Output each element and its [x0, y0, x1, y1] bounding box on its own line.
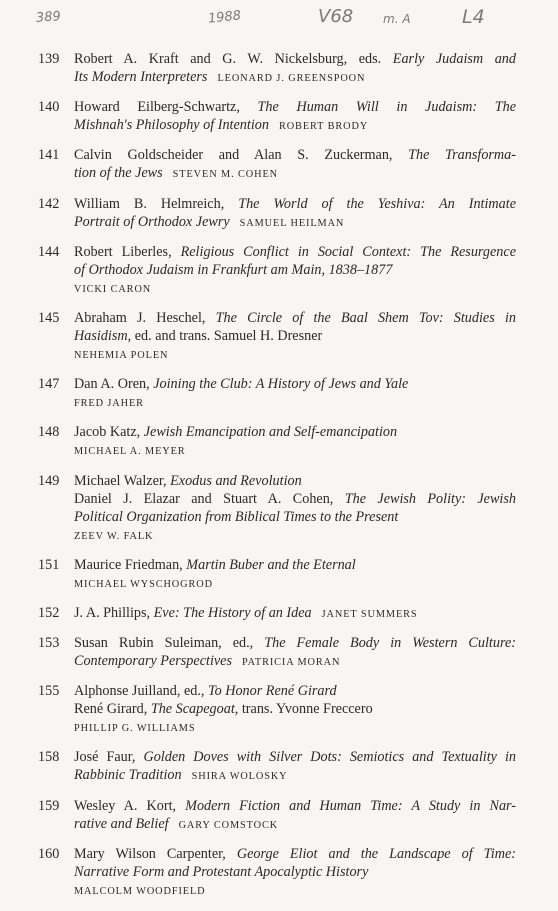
citation-text: Michael Walzer,: [74, 472, 171, 489]
entry-body: [74, 195, 516, 233]
reviewer-name: MICHAEL WYSCHOGROD: [74, 578, 213, 590]
entry-line: [74, 748, 516, 766]
reviewer-name: SHIRA WOLOSKY: [191, 771, 288, 783]
handwritten-note: V68: [318, 6, 354, 27]
entry-line: [74, 243, 516, 261]
entry-line: [74, 718, 516, 738]
reviewer-name: NEHEMIA POLEN: [74, 349, 169, 361]
reviewer-name: JANET SUMMERS: [321, 608, 418, 620]
review-entry: [38, 146, 516, 184]
book-title: To Honor René Girard: [207, 683, 337, 700]
book-title: Rabbinic Tradition: [74, 767, 182, 784]
entry-body: [74, 634, 516, 672]
reviewer-name: PHILLIP G. WILLIAMS: [74, 723, 196, 735]
entry-line: [74, 98, 516, 116]
handwritten-note: L4: [462, 6, 485, 28]
citation-text: René Girard,: [74, 701, 151, 718]
review-entry: [38, 423, 516, 461]
entry-body: [74, 309, 516, 365]
entry-body: [74, 243, 516, 299]
entry-body: [74, 375, 516, 413]
reviewer-name: ZEEV W. FALK: [74, 530, 154, 542]
entry-line: [74, 375, 516, 393]
entry-body: [74, 682, 516, 738]
book-title: The World of the Yeshiva: An Intimate: [238, 195, 516, 212]
entry-line: [74, 700, 516, 718]
book-title: Hasidism,: [74, 327, 132, 344]
entry-number: 151: [38, 556, 60, 573]
book-title: Eve: The History of an Idea: [153, 604, 312, 621]
entry-number: 148: [38, 424, 60, 441]
book-title: The Transforma-: [408, 147, 516, 164]
citation-text: Jacob Katz,: [74, 424, 144, 441]
reviewer-name: MICHAEL A. MEYER: [74, 446, 186, 458]
citation-text: Alphonse Juilland, ed.,: [74, 683, 208, 700]
entry-number: 147: [38, 376, 60, 393]
entry-line: [74, 604, 516, 624]
entry-body: [74, 146, 516, 184]
entry-number: 144: [38, 243, 60, 260]
review-entry: [38, 682, 516, 738]
book-title: The Female Body in Western Culture:: [264, 635, 516, 652]
entry-line: [74, 863, 516, 881]
review-entry: [38, 195, 516, 233]
entry-line: [74, 261, 516, 279]
entry-line: [74, 279, 516, 299]
citation-text: Robert A. Kraft and G. W. Nickelsburg, eds.: [74, 51, 393, 67]
reviewer-name: LEONARD J. GREENSPOON: [217, 73, 366, 84]
entry-body: [74, 845, 516, 901]
entry-number: 160: [38, 845, 60, 862]
citation-text: Robert Liberles,: [74, 243, 181, 260]
entry-line: [74, 164, 516, 184]
citation-text: William B. Helmreich,: [74, 195, 239, 212]
entry-body: [74, 98, 516, 136]
review-entry: [38, 748, 516, 786]
entry-line: [74, 423, 516, 441]
entry-line: [74, 526, 516, 546]
citation-text: Susan Rubin Suleiman, ed.,: [74, 635, 265, 652]
book-title: Mishnah's Philosophy of Intention: [74, 117, 269, 134]
entry-number: 155: [38, 683, 60, 700]
citation-text: Maurice Friedman,: [74, 556, 187, 573]
book-title: The Circle of the Baal Shem Tov: Studies in: [215, 309, 516, 326]
entry-number: 145: [38, 309, 60, 326]
book-title: The Scapegoat,: [150, 701, 239, 718]
book-title: Golden Doves with Silver Dots: Semiotics and Textuality in: [143, 749, 516, 766]
entry-body: [74, 797, 516, 835]
review-entry: [38, 309, 516, 365]
entry-line: [74, 652, 516, 672]
reviewer-name: FRED JAHER: [74, 398, 144, 410]
book-title: Martin Buber and the Eternal: [186, 556, 356, 573]
entry-line: [74, 881, 516, 901]
handwritten-note: 1988: [207, 8, 242, 27]
book-title: Its Modern Interpreters: [74, 69, 208, 85]
citation-text: trans. Yvonne Freccero: [238, 701, 373, 718]
citation-text: Dan A. Oren,: [74, 376, 154, 393]
book-title: Political Organization from Biblical Times to the Present: [74, 508, 399, 525]
book-title: rative and Belief: [74, 815, 169, 832]
entry-line: [74, 472, 516, 490]
citation-text: Calvin Goldscheider and Alan S. Zuckerman,: [74, 147, 409, 164]
review-entry: [38, 375, 516, 413]
entry-body: [74, 748, 516, 786]
entry-line: [74, 797, 516, 815]
book-title: of Orthodox Judaism in Frankfurt am Main, 1838–1877: [74, 261, 393, 278]
citation-text: Howard Eilberg-Schwartz,: [74, 99, 258, 116]
handwritten-note: m. A: [383, 12, 411, 26]
entry-number: 158: [38, 749, 60, 766]
review-entry: [38, 472, 516, 546]
entry-number: 141: [38, 147, 60, 164]
book-title: Exodus and Revolution: [170, 472, 302, 489]
book-title: The Jewish Polity: Jewish: [344, 490, 516, 507]
entry-line: [74, 441, 516, 461]
entry-number: 149: [38, 472, 60, 489]
entry-line: [74, 815, 516, 835]
review-entry: [38, 98, 516, 136]
entry-line: [74, 682, 516, 700]
review-entry: [38, 243, 516, 299]
book-title: Jewish Emancipation and Self-emancipation: [143, 424, 398, 441]
reviewer-name: MALCOLM WOODFIELD: [74, 885, 206, 897]
entry-body: [74, 604, 516, 624]
entry-body: [74, 423, 516, 461]
book-title: Contemporary Perspectives: [74, 653, 232, 670]
entry-line: [74, 574, 516, 594]
entry-line: [74, 50, 516, 68]
book-title: Early Judaism and: [392, 51, 516, 67]
book-title: Joining the Club: A History of Jews and Yale: [153, 376, 409, 393]
entry-line: [74, 393, 516, 413]
citation-text: José Faur,: [74, 749, 144, 766]
entry-line: [74, 508, 516, 526]
book-title: Modern Fiction and Human Time: A Study in Nar-: [185, 797, 517, 814]
entry-line: [74, 634, 516, 652]
book-title: The Human Will in Judaism: The: [257, 99, 516, 116]
review-entry: [38, 797, 516, 835]
entry-number: 140: [38, 99, 60, 116]
citation-text: ed. and trans. Samuel H. Dresner: [131, 327, 323, 344]
entry-body: [74, 50, 516, 88]
citation-text: Daniel J. Elazar and Stuart A. Cohen,: [74, 490, 345, 507]
citation-text: Abraham J. Heschel,: [74, 309, 216, 326]
entry-line: [74, 146, 516, 164]
entry-number: 159: [38, 797, 60, 814]
handwritten-note: 389: [35, 9, 62, 26]
handwritten-notes: [0, 4, 558, 38]
review-entry: [38, 845, 516, 901]
citation-text: J. A. Phillips,: [74, 604, 154, 621]
book-title: Narrative Form and Protestant Apocalyptic History: [74, 863, 369, 880]
entry-line: [74, 845, 516, 863]
review-entry: [38, 556, 516, 594]
entry-line: [74, 68, 516, 88]
entry-line: [74, 556, 516, 574]
entry-number: 142: [38, 195, 60, 212]
entry-line: [74, 490, 516, 508]
entry-number: 139: [38, 51, 60, 67]
entry-line: [74, 345, 516, 365]
entry-line: [74, 309, 516, 327]
entry-line: [74, 327, 516, 345]
book-title: Portrait of Orthodox Jewry: [74, 213, 230, 230]
review-entry: [38, 604, 516, 624]
reviewer-name: PATRICIA MORAN: [242, 657, 341, 669]
entry-line: [74, 766, 516, 786]
entry-body: [74, 556, 516, 594]
reviewer-name: STEVEN M. COHEN: [172, 169, 278, 181]
book-title: tion of the Jews: [74, 165, 163, 182]
reviewer-name: VICKI CARON: [74, 283, 152, 295]
book-title: Religious Conflict in Social Context: The Resurgence: [180, 243, 516, 260]
entry-line: [74, 195, 516, 213]
reviewer-name: SAMUEL HEILMAN: [239, 217, 345, 229]
citation-text: Mary Wilson Carpenter,: [74, 845, 237, 862]
entry-body: [74, 472, 516, 546]
review-entry: [38, 634, 516, 672]
reviewer-name: ROBERT BRODY: [278, 121, 369, 133]
book-title: George Eliot and the Landscape of Time:: [236, 845, 516, 862]
citation-text: Wesley A. Kort,: [74, 797, 186, 814]
entry-line: [74, 213, 516, 233]
entry-number: 152: [38, 604, 60, 621]
review-entry: [38, 50, 516, 88]
entry-number: 153: [38, 635, 60, 652]
review-list: [38, 50, 516, 911]
reviewer-name: GARY COMSTOCK: [178, 819, 279, 831]
entry-line: [74, 116, 516, 136]
